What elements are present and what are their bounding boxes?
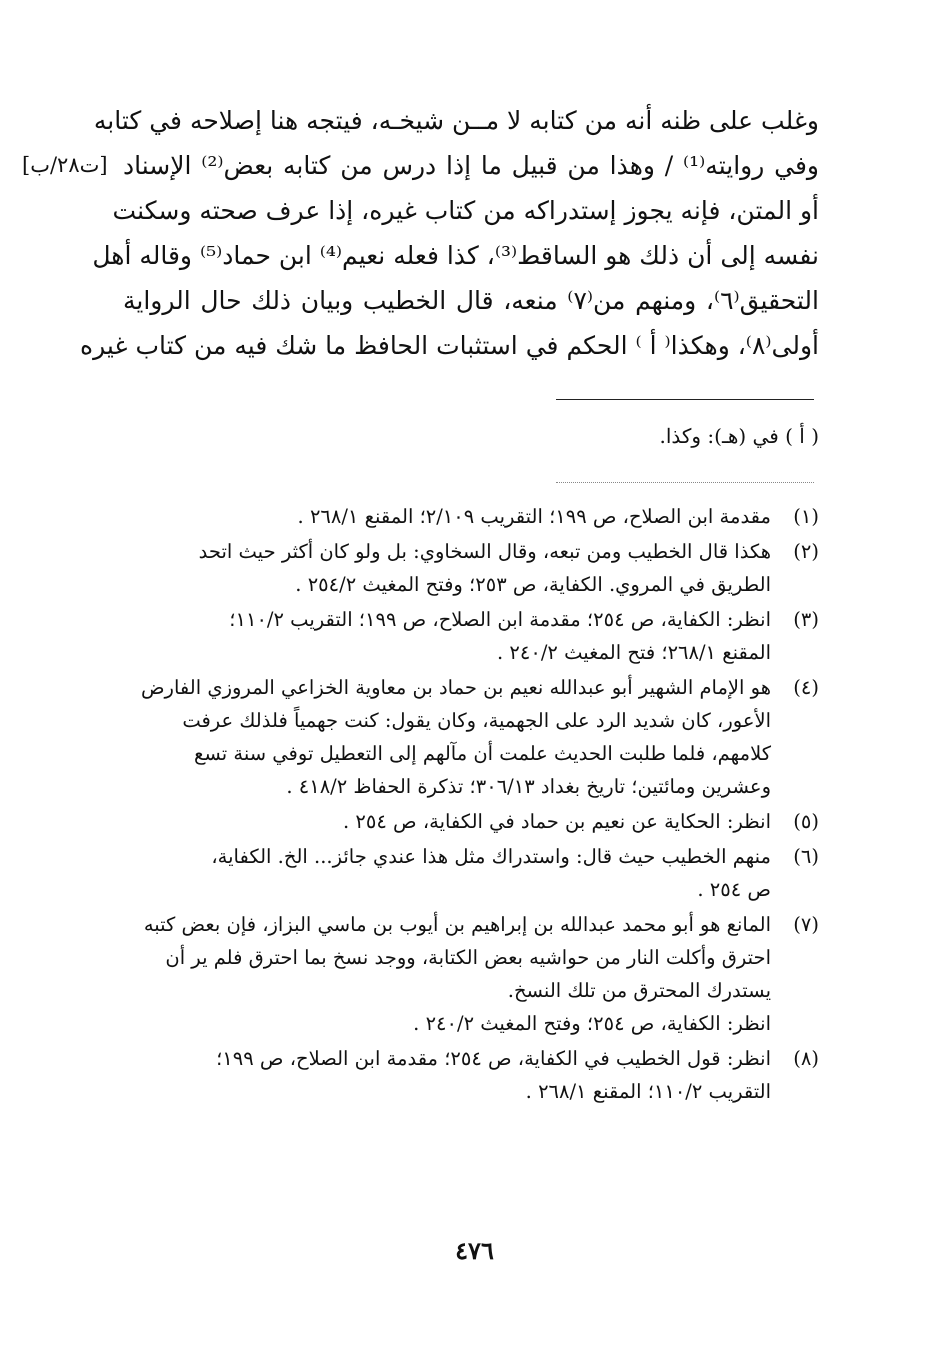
footnote-number: (٢): [793, 540, 819, 563]
footnote-text: انظر: قول الخطيب في الكفاية، ص ٢٥٤؛ مقدمة ابن الصلاح، ص ١٩٩؛: [216, 1047, 771, 1070]
body-line: نفسه إلى أن ذلك هو الساقط⁽³⁾، كذا فعله نعيم⁽⁴⁾ ابن حماد⁽⁵⁾ وقاله أهل: [92, 241, 819, 270]
footnote-4: [123, 671, 819, 803]
footnote-text: منهم الخطيب حيث قال: واستدراك مثل هذا عندي جائز... الخ. الكفاية،: [211, 845, 771, 868]
body-line: أولى⁽٨⁾، وهكذا⁽ أ ⁾ الحكم في استثبات الحافظ ما شك فيه من كتاب غيره: [80, 331, 819, 360]
footnote-text: ص ٢٥٤ .: [697, 878, 771, 901]
footnote-text: المانع هو أبو محمد عبدالله بن إبراهيم بن أيوب بن ماسي البزاز، فإن بعض كتبه: [143, 913, 771, 936]
page-number: ٤٧٦: [455, 1236, 494, 1265]
footnote-number: (٧): [793, 913, 819, 936]
footnote-number: (٣): [793, 608, 819, 631]
body-line: وغلب على ظنه أنه من كتابه لا مــن شيخـه، فيتجه هنا إصلاحه في كتابه: [93, 106, 819, 135]
footnote-number: (٦): [793, 845, 819, 868]
footnote-text: المقنع ٢٦٨/١؛ فتح المغيث ٢٤٠/٢ .: [497, 641, 771, 664]
footnotes: [123, 500, 819, 1110]
footnote-number: (٤): [793, 676, 819, 699]
footnote-text: انظر: الكفاية، ص ٢٥٤؛ مقدمة ابن الصلاح، ص ١٩٩؛ التقريب ١١٠/٢؛: [229, 608, 771, 631]
footnote-number: (٥): [793, 810, 819, 833]
footnote-text: احترق وأكلت النار من حواشيه بعض الكتابة، ووجد نسخ بما احترق فلم ير أن: [165, 946, 771, 969]
manuscript-folio-marker: [ت٢٨/ب]: [22, 153, 108, 177]
footnote-5: [123, 805, 819, 838]
footnote-8: [123, 1042, 819, 1108]
footnote-1: [123, 500, 819, 533]
footnote-text: يستدرك المحترق من تلك النسخ.: [507, 979, 771, 1002]
footnote-text: مقدمة ابن الصلاح، ص ١٩٩؛ التقريب ٢/١٠٩؛ المقنع ٢٦٨/١ .: [297, 505, 771, 528]
footnote-text: انظر: الحكاية عن نعيم بن حماد في الكفاية، ص ٢٥٤ .: [343, 810, 771, 833]
footnote-2: [123, 535, 819, 601]
footnote-text: انظر: الكفاية، ص ٢٥٤؛ وفتح المغيث ٢٤٠/٢ .: [413, 1012, 771, 1035]
footnote-text: الأعور، كان شديد الرد على الجهمية، وكان يقول: كنت جهمياً فلذلك عرفت: [182, 709, 771, 732]
footnote-text: وعشرين ومائتين؛ تاريخ بغداد ٣٠٦/١٣؛ تذكرة الحفاظ ٤١٨/٢ .: [286, 775, 771, 798]
footnote-text: التقريب ١١٠/٢؛ المقنع ٢٦٨/١ .: [525, 1080, 771, 1103]
footnote-number: (٨): [793, 1047, 819, 1070]
main-body-text: [80, 98, 819, 368]
body-line: أو المتن، فإنه يجوز إستدراكه من كتاب غيره، إذا عرف صحته وسكنت: [112, 196, 819, 225]
footnote-text: كلامهم، فلما طلبت الحديث علمت أن مآلهم إلى التعطيل توفي سنة تسع: [194, 742, 771, 765]
footnote-6: [123, 840, 819, 906]
footnote-text: هو الإمام الشهير أبو عبدالله نعيم بن حماد بن معاوية الخزاعي المروزي الفارض: [140, 676, 771, 699]
dotted-separator: [556, 482, 814, 483]
footnote-separator: [556, 399, 814, 400]
footnote-3: [123, 603, 819, 669]
body-line: وفي روايته⁽¹⁾ / وهذا من قبيل ما إذا درس من كتابه بعض⁽²⁾ الإسناد: [123, 151, 819, 180]
footnote-text: الطريق في المروي. الكفاية، ص ٢٥٣؛ وفتح المغيث ٢٥٤/٢ .: [295, 573, 771, 596]
footnote-number: (١): [793, 505, 819, 528]
variant-reading-note: ( أ ) في (هـ): وكذا.: [659, 424, 819, 448]
footnote-7: [123, 908, 819, 1040]
body-line: التحقيق⁽٦⁾، ومنهم من⁽٧⁾ منعه، قال الخطيب وبيان ذلك حال الرواية: [123, 286, 819, 315]
footnote-text: هكذا قال الخطيب ومن تبعه، وقال السخاوي: بل ولو كان أكثر حيث اتحد: [198, 540, 771, 563]
